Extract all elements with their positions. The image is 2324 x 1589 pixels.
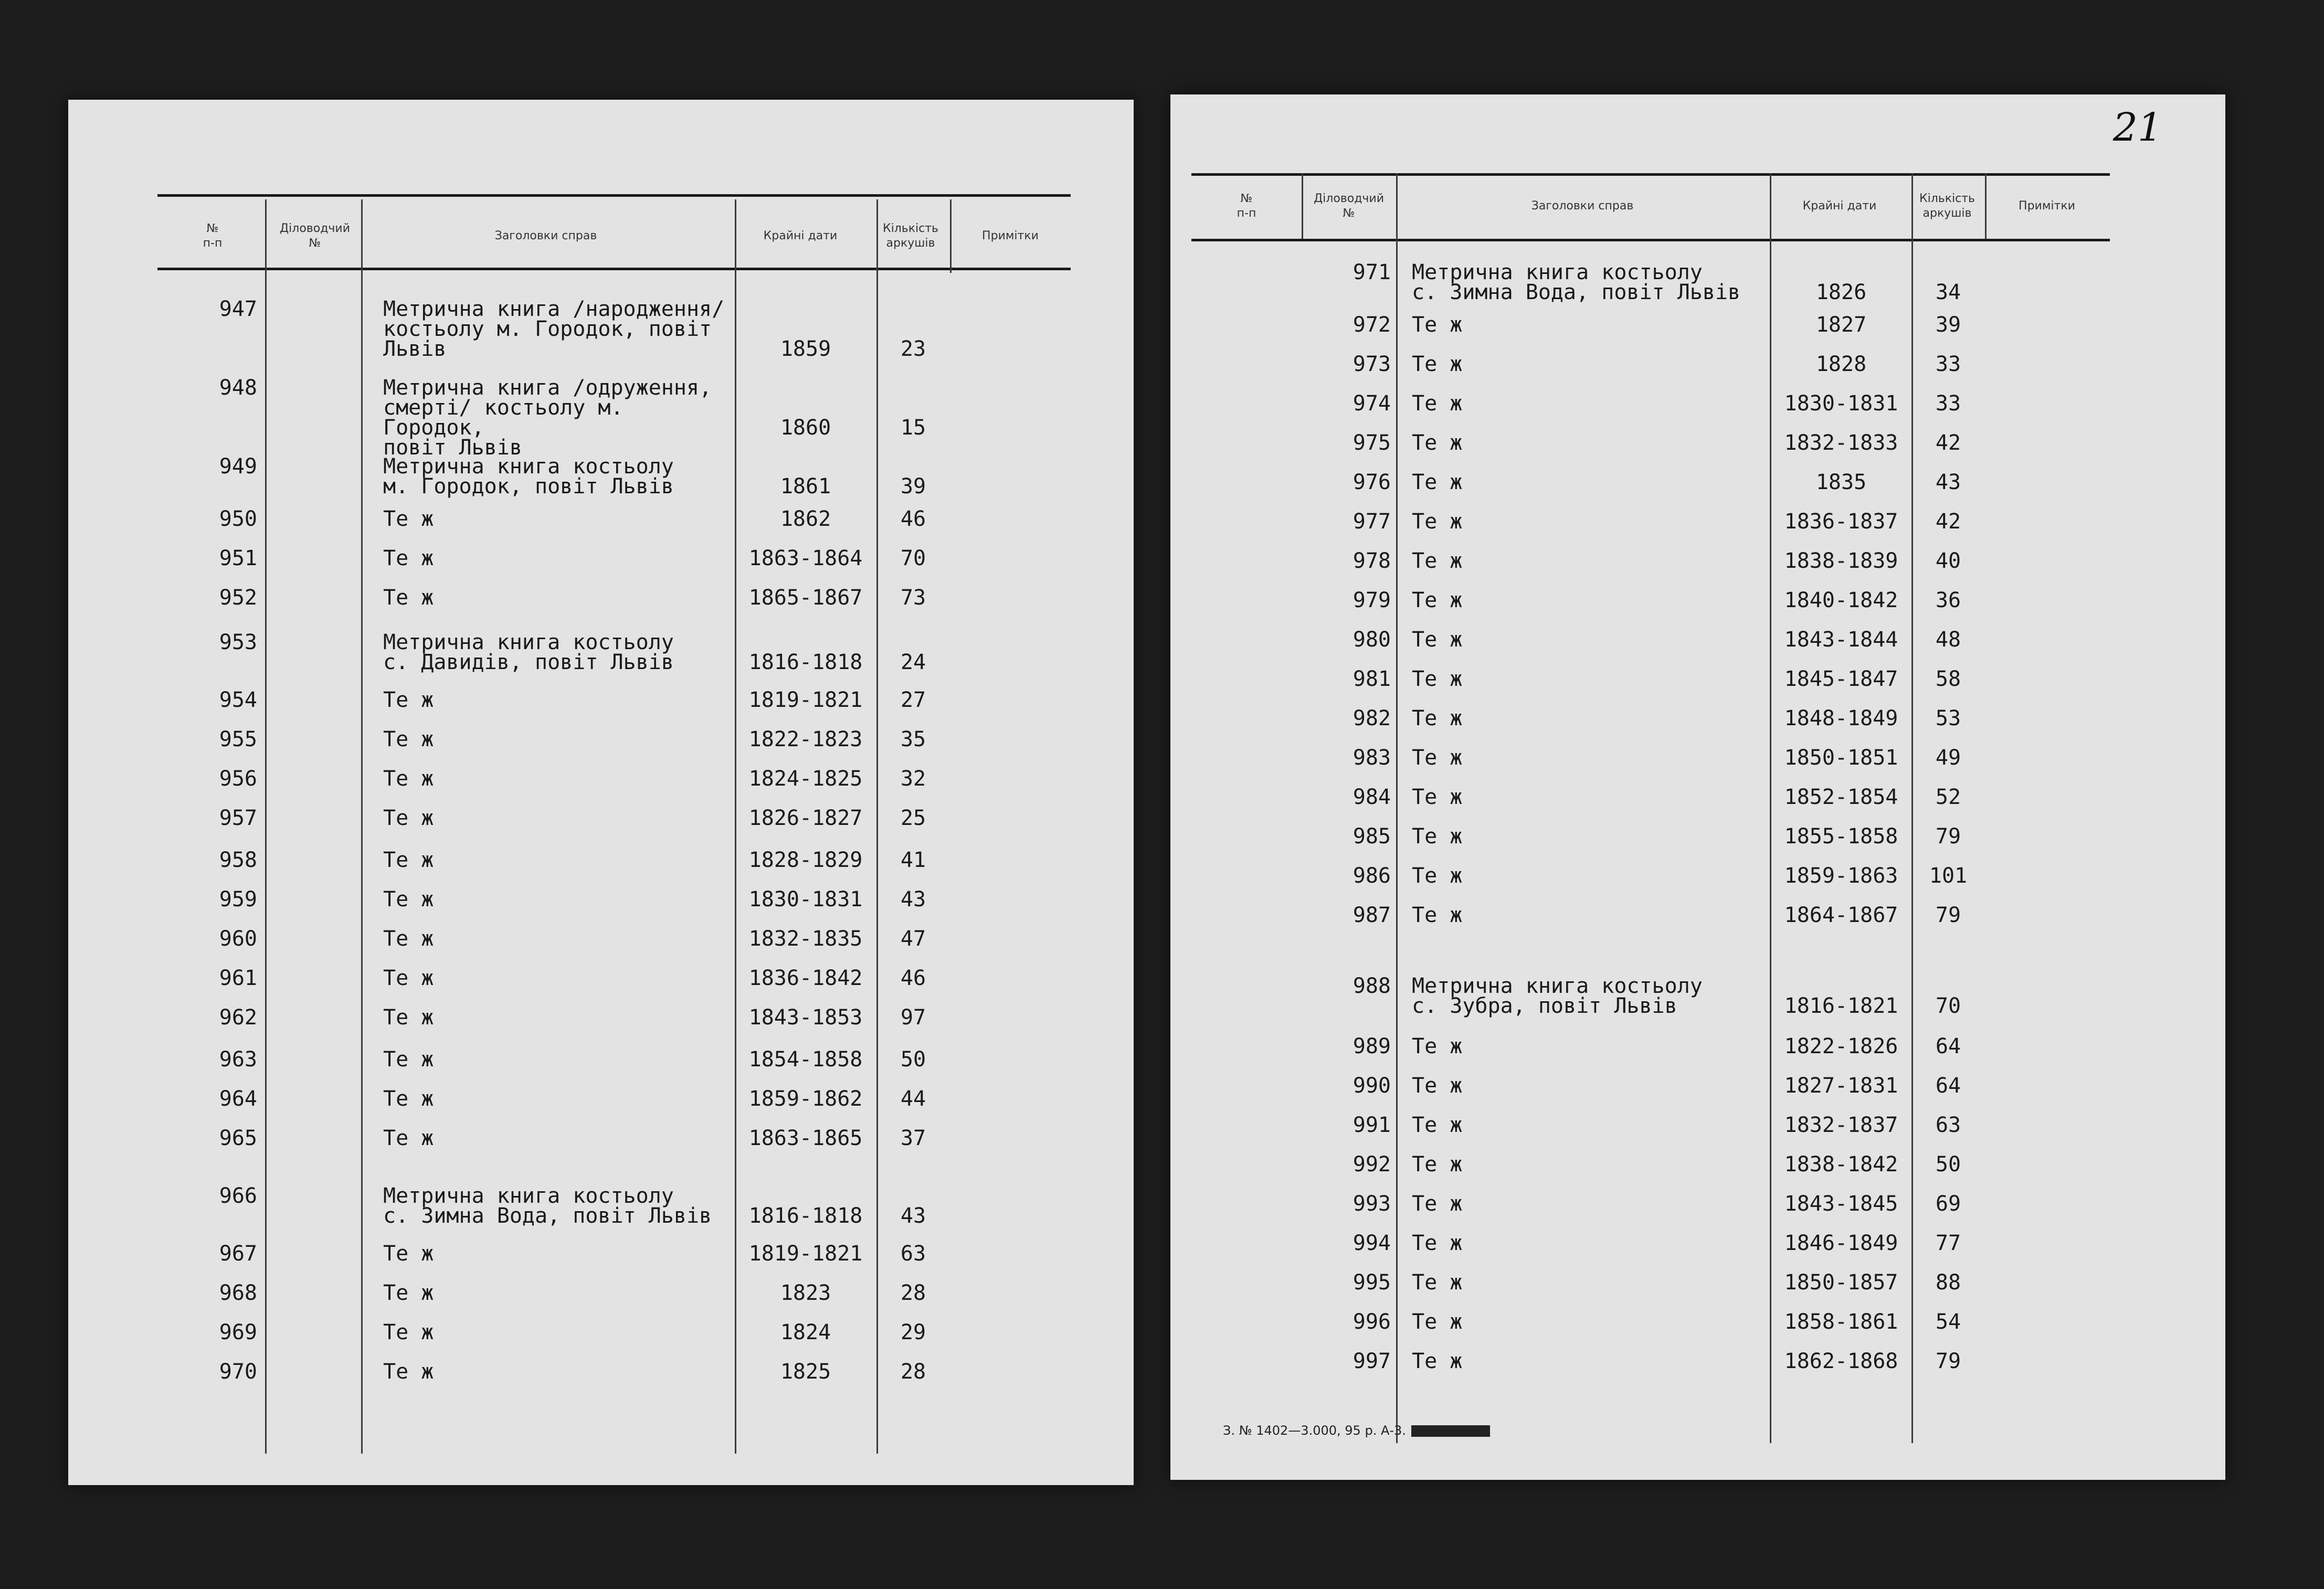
row-number: 956 (219, 767, 257, 791)
row-title: Метрична книга костьолу м. Городок, повіт Львів (383, 454, 674, 499)
row-title: Те ж (383, 767, 434, 791)
row-count: 70 (900, 546, 926, 570)
col-divider-2 (361, 199, 363, 1454)
col-divider-5 (950, 199, 952, 273)
row-title: Те ж (1412, 1113, 1463, 1137)
footer-print (1223, 1423, 1490, 1438)
row-number: 982 (1353, 706, 1391, 730)
row-count: 64 (1935, 1074, 1961, 1098)
row-count: 28 (900, 1360, 926, 1384)
row-number: 990 (1353, 1074, 1391, 1098)
row-count: 70 (1935, 994, 1961, 1018)
row-count: 48 (1935, 628, 1961, 652)
row-dates: 1816-1821 (1784, 994, 1898, 1018)
row-dates: 1828-1829 (748, 848, 863, 872)
row-dates: 1865-1867 (748, 586, 863, 610)
row-dates: 1850-1857 (1784, 1270, 1898, 1295)
row-number: 959 (219, 887, 257, 912)
header-dates: Крайні дати (1802, 199, 1877, 213)
row-count: 49 (1935, 746, 1961, 770)
row-title: Те ж (1412, 1231, 1463, 1255)
row-number: 975 (1353, 431, 1391, 455)
col-divider-1a (1302, 173, 1303, 239)
row-title: Те ж (1412, 1152, 1463, 1177)
header-bottom-rule (1191, 239, 2110, 241)
row-number: 979 (1353, 588, 1391, 612)
row-count: 58 (1935, 667, 1961, 691)
row-count: 34 (1935, 280, 1961, 304)
row-dates: 1824-1825 (748, 767, 863, 791)
row-title: Те ж (1412, 1310, 1463, 1334)
row-title: Те ж (1412, 549, 1463, 573)
row-title: Те ж (1412, 391, 1463, 416)
row-title: Те ж (1412, 510, 1463, 534)
row-count: 97 (900, 1005, 926, 1030)
row-number: 971 (1353, 260, 1391, 284)
row-count: 46 (900, 966, 926, 990)
row-dates: 1852-1854 (1784, 785, 1898, 809)
row-number: 988 (1353, 974, 1391, 998)
row-dates: 1859-1863 (1784, 864, 1898, 888)
row-dates: 1825 (780, 1360, 831, 1384)
row-dates: 1863-1865 (748, 1126, 863, 1150)
row-count: 41 (900, 848, 926, 872)
row-dates: 1832-1835 (748, 927, 863, 951)
row-number: 986 (1353, 864, 1391, 888)
row-number: 985 (1353, 824, 1391, 849)
row-count: 54 (1935, 1310, 1961, 1334)
row-count: 88 (1935, 1270, 1961, 1295)
row-count: 79 (1935, 824, 1961, 849)
row-count: 50 (900, 1047, 926, 1072)
left-page (68, 100, 1134, 1485)
row-title: Те ж (1412, 903, 1463, 927)
row-number: 955 (219, 727, 257, 751)
row-title: Те ж (383, 688, 434, 712)
row-number: 958 (219, 848, 257, 872)
row-dates: 1836-1837 (1784, 510, 1898, 534)
row-title: Те ж (383, 927, 434, 951)
row-title: Те ж (383, 848, 434, 872)
row-dates: 1850-1851 (1784, 746, 1898, 770)
row-count: 39 (1935, 313, 1961, 337)
row-count: 44 (900, 1087, 926, 1111)
row-count: 24 (900, 650, 926, 674)
row-dates: 1840-1842 (1784, 588, 1898, 612)
row-dates: 1846-1849 (1784, 1231, 1898, 1255)
row-title: Те ж (1412, 431, 1463, 455)
row-number: 960 (219, 927, 257, 951)
row-title: Те ж (383, 1126, 434, 1150)
row-count: 79 (1935, 1349, 1961, 1373)
row-dates: 1816-1818 (748, 650, 863, 674)
row-number: 973 (1353, 352, 1391, 376)
row-dates: 1832-1837 (1784, 1113, 1898, 1137)
row-number: 947 (219, 297, 257, 321)
row-title: Те ж (1412, 588, 1463, 612)
row-number: 969 (219, 1320, 257, 1344)
row-dates: 1859 (780, 337, 831, 361)
row-title: Те ж (1412, 864, 1463, 888)
row-count: 53 (1935, 706, 1961, 730)
header-dates: Крайні дати (763, 229, 838, 242)
row-count: 63 (1935, 1113, 1961, 1137)
row-title: Те ж (1412, 667, 1463, 691)
row-count: 79 (1935, 903, 1961, 927)
row-title: Те ж (383, 507, 434, 531)
row-dates: 1848-1849 (1784, 706, 1898, 730)
right-page (1170, 94, 2225, 1480)
row-count: 43 (900, 887, 926, 912)
row-title: Те ж (1412, 1270, 1463, 1295)
row-title: Метрична книга костьолу с. Давидів, повіт Львів (383, 630, 674, 674)
row-title: Те ж (383, 1360, 434, 1384)
header-num: № п-п (1237, 192, 1256, 220)
row-dates: 1859-1862 (748, 1087, 863, 1111)
header-num: № п-п (203, 222, 223, 250)
row-title: Те ж (1412, 1192, 1463, 1216)
row-title: Метрична книга костьолу с. Зимна Вода, повіт Львів (1412, 260, 1741, 304)
row-count: 36 (1935, 588, 1961, 612)
row-count: 23 (900, 337, 926, 361)
row-count: 35 (900, 727, 926, 751)
row-title: Метрична книга /одруження, смерті/ костьолу м. Городок, повіт Львів (383, 376, 712, 460)
row-number: 987 (1353, 903, 1391, 927)
row-dates: 1843-1844 (1784, 628, 1898, 652)
row-title: Те ж (1412, 1034, 1463, 1058)
header-title: Заголовки справ (494, 229, 597, 242)
row-dates: 1836-1842 (748, 966, 863, 990)
row-number: 950 (219, 507, 257, 531)
row-dates: 1858-1861 (1784, 1310, 1898, 1334)
row-count: 37 (900, 1126, 926, 1150)
row-number: 993 (1353, 1192, 1391, 1216)
row-dates: 1838-1839 (1784, 549, 1898, 573)
row-title: Те ж (1412, 313, 1463, 337)
row-count: 39 (900, 474, 926, 499)
row-title: Те ж (383, 1242, 434, 1266)
row-count: 15 (900, 416, 926, 440)
row-number: 953 (219, 630, 257, 654)
row-count: 28 (900, 1281, 926, 1305)
row-dates: 1843-1845 (1784, 1192, 1898, 1216)
row-dates: 1845-1847 (1784, 667, 1898, 691)
row-count: 29 (900, 1320, 926, 1344)
col-divider-5 (1985, 173, 1987, 239)
row-number: 984 (1353, 785, 1391, 809)
row-dates: 1830-1831 (748, 887, 863, 912)
row-dates: 1826-1827 (748, 806, 863, 830)
row-title: Те ж (1412, 785, 1463, 809)
row-number: 961 (219, 966, 257, 990)
row-count: 42 (1935, 431, 1961, 455)
header-count: Кількість аркушів (1919, 192, 1976, 220)
row-number: 951 (219, 546, 257, 570)
row-dates: 1862 (780, 507, 831, 531)
row-number: 983 (1353, 746, 1391, 770)
row-title: Те ж (383, 546, 434, 570)
row-title: Те ж (1412, 352, 1463, 376)
row-count: 25 (900, 806, 926, 830)
row-number: 980 (1353, 628, 1391, 652)
row-number: 974 (1353, 391, 1391, 416)
header-top-rule (157, 194, 1071, 197)
row-number: 970 (219, 1360, 257, 1384)
row-number: 972 (1353, 313, 1391, 337)
row-count: 33 (1935, 352, 1961, 376)
col-divider-2 (1396, 173, 1398, 1443)
row-number: 949 (219, 454, 257, 479)
row-title: Те ж (1412, 706, 1463, 730)
row-number: 976 (1353, 470, 1391, 494)
row-number: 952 (219, 586, 257, 610)
row-dates: 1827 (1815, 313, 1867, 337)
header-notes: Примітки (2019, 199, 2075, 213)
row-count: 64 (1935, 1034, 1961, 1058)
row-title: Те ж (383, 1005, 434, 1030)
row-number: 964 (219, 1087, 257, 1111)
row-number: 991 (1353, 1113, 1391, 1137)
row-count: 43 (900, 1204, 926, 1228)
row-title: Те ж (383, 1320, 434, 1344)
row-dates: 1838-1842 (1784, 1152, 1898, 1177)
row-dates: 1855-1858 (1784, 824, 1898, 849)
row-count: 69 (1935, 1192, 1961, 1216)
row-number: 965 (219, 1126, 257, 1150)
row-dates: 1854-1858 (748, 1047, 863, 1072)
row-number: 981 (1353, 667, 1391, 691)
row-count: 73 (900, 586, 926, 610)
col-divider-3 (735, 199, 736, 1454)
row-count: 32 (900, 767, 926, 791)
row-title: Те ж (383, 966, 434, 990)
row-number: 954 (219, 688, 257, 712)
row-number: 996 (1353, 1310, 1391, 1334)
row-number: 992 (1353, 1152, 1391, 1177)
row-number: 978 (1353, 549, 1391, 573)
row-title: Те ж (1412, 1349, 1463, 1373)
row-count: 50 (1935, 1152, 1961, 1177)
row-title: Те ж (1412, 470, 1463, 494)
row-number: 989 (1353, 1034, 1391, 1058)
row-number: 966 (219, 1184, 257, 1208)
row-dates: 1822-1826 (1784, 1034, 1898, 1058)
row-count: 40 (1935, 549, 1961, 573)
header-clerk: Діловодчий № (1313, 192, 1385, 220)
header-count: Кількість аркушів (882, 222, 939, 250)
row-number: 963 (219, 1047, 257, 1072)
row-title: Те ж (383, 806, 434, 830)
row-number: 997 (1353, 1349, 1391, 1373)
row-dates: 1864-1867 (1784, 903, 1898, 927)
row-count: 77 (1935, 1231, 1961, 1255)
row-title: Те ж (383, 1047, 434, 1072)
row-title: Те ж (383, 1281, 434, 1305)
row-title: Те ж (1412, 824, 1463, 849)
row-title: Те ж (1412, 1074, 1463, 1098)
col-divider-4 (876, 199, 878, 1454)
row-dates: 1819-1821 (748, 688, 863, 712)
row-dates: 1843-1853 (748, 1005, 863, 1030)
row-count: 42 (1935, 510, 1961, 534)
row-count: 101 (1929, 864, 1968, 888)
header-clerk: Діловодчий № (279, 222, 351, 250)
row-number: 977 (1353, 510, 1391, 534)
row-dates: 1827-1831 (1784, 1074, 1898, 1098)
footer-print-text: З. № 1402—3.000, 95 р. А-3. (1223, 1423, 1406, 1438)
row-count: 27 (900, 688, 926, 712)
row-number: 968 (219, 1281, 257, 1305)
row-title: Те ж (383, 887, 434, 912)
row-title: Метрична книга /народження/ костьолу м. Городок, повіт Львів (383, 297, 725, 361)
row-dates: 1860 (780, 416, 831, 440)
page-number: 21 (2112, 105, 2162, 150)
row-number: 967 (219, 1242, 257, 1266)
row-dates: 1828 (1815, 352, 1867, 376)
row-title: Те ж (1412, 628, 1463, 652)
row-dates: 1826 (1815, 280, 1867, 304)
row-number: 994 (1353, 1231, 1391, 1255)
row-dates: 1835 (1815, 470, 1867, 494)
row-title: Те ж (383, 1087, 434, 1111)
header-title: Заголовки справ (1531, 199, 1634, 213)
row-dates: 1822-1823 (748, 727, 863, 751)
row-title: Те ж (1412, 746, 1463, 770)
row-title: Метрична книга костьолу с. Зубра, повіт Львів (1412, 974, 1703, 1018)
row-dates: 1823 (780, 1281, 831, 1305)
row-dates: 1824 (780, 1320, 831, 1344)
row-dates: 1816-1818 (748, 1204, 863, 1228)
col-divider-1 (265, 199, 267, 1454)
row-title: Метрична книга костьолу с. Зимна Вода, повіт Львів (383, 1184, 712, 1228)
row-count: 52 (1935, 785, 1961, 809)
col-divider-3 (1770, 173, 1771, 1443)
row-number: 962 (219, 1005, 257, 1030)
row-count: 43 (1935, 470, 1961, 494)
row-dates: 1861 (780, 474, 831, 499)
row-number: 948 (219, 376, 257, 400)
row-dates: 1863-1864 (748, 546, 863, 570)
row-count: 46 (900, 507, 926, 531)
row-dates: 1830-1831 (1784, 391, 1898, 416)
stamp-bar (1411, 1425, 1490, 1437)
header-notes: Примітки (982, 229, 1039, 242)
row-dates: 1819-1821 (748, 1242, 863, 1266)
row-number: 995 (1353, 1270, 1391, 1295)
row-count: 47 (900, 927, 926, 951)
row-dates: 1862-1868 (1784, 1349, 1898, 1373)
row-count: 63 (900, 1242, 926, 1266)
row-number: 957 (219, 806, 257, 830)
row-title: Те ж (383, 727, 434, 751)
row-dates: 1832-1833 (1784, 431, 1898, 455)
row-count: 33 (1935, 391, 1961, 416)
row-title: Те ж (383, 586, 434, 610)
